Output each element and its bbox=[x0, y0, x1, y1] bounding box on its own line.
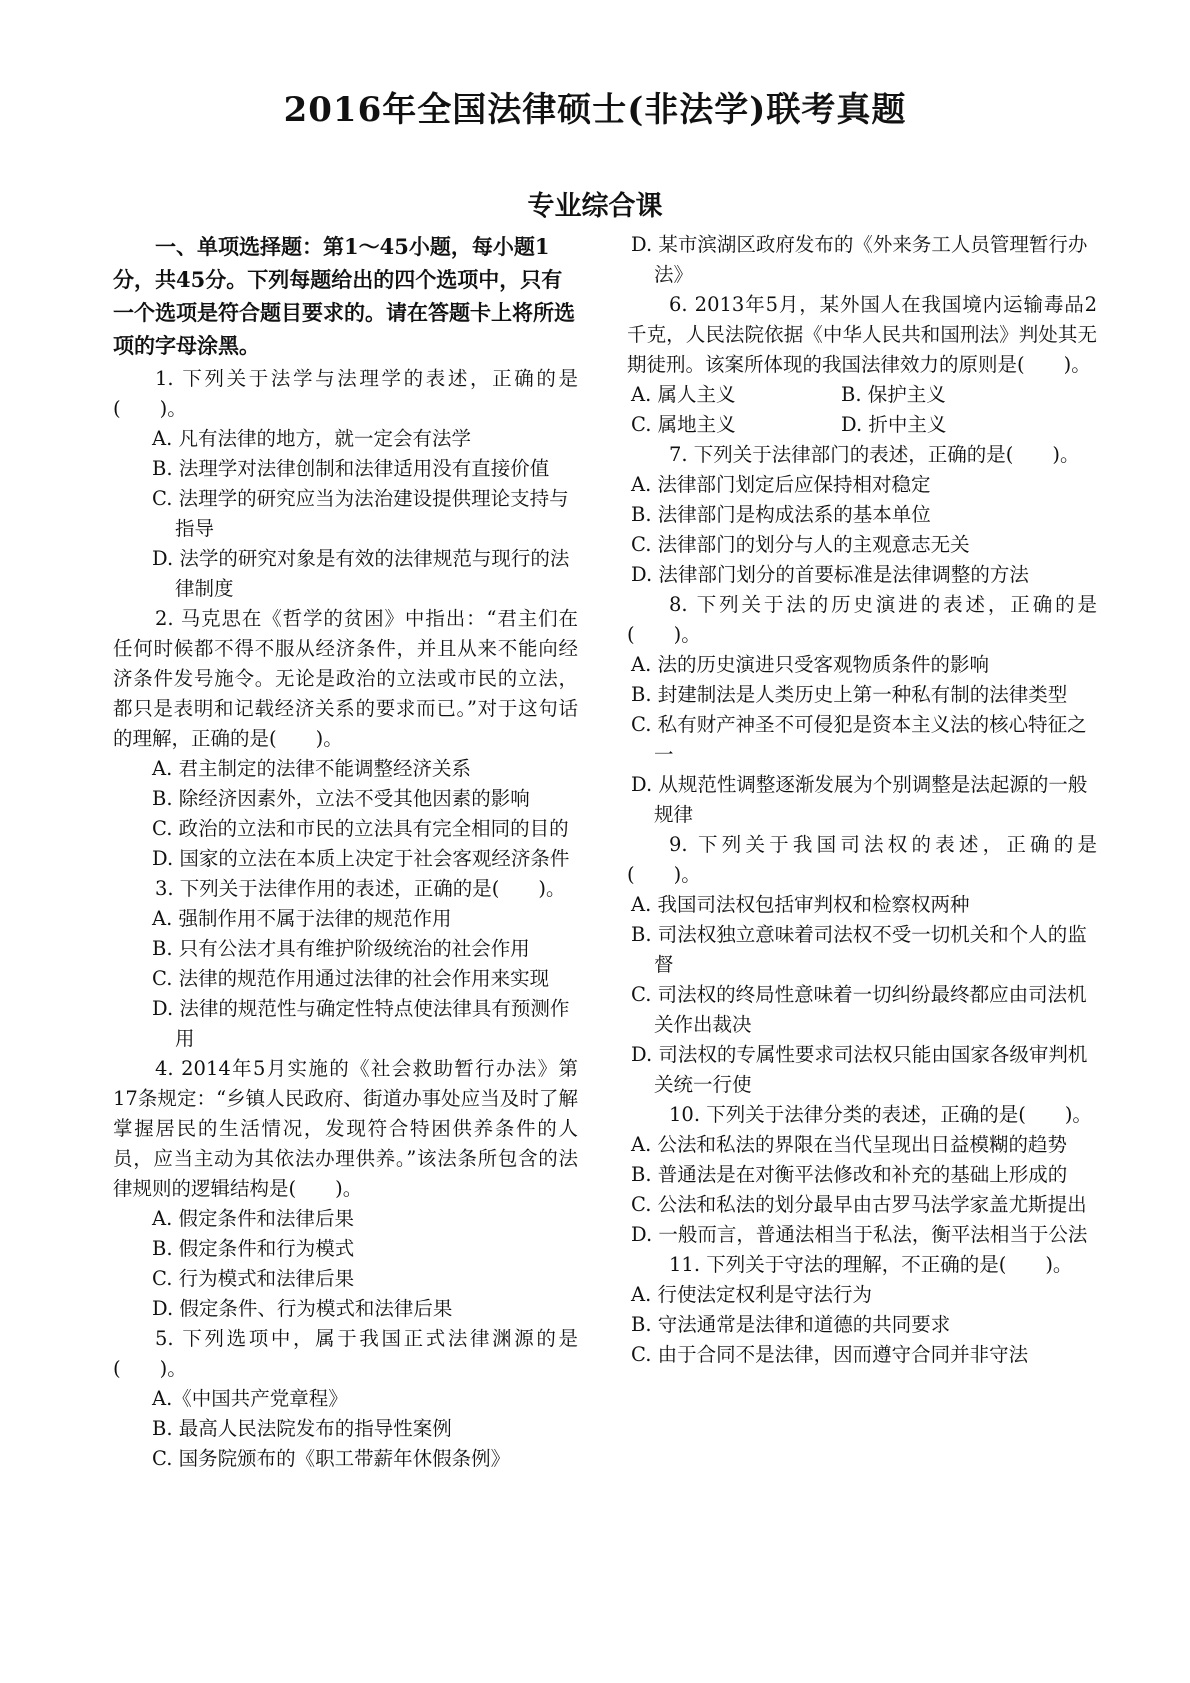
question-8-option-a: A. 法的历史演进只受客观物质条件的影响 bbox=[631, 653, 989, 676]
question-4-option-c: C. 行为模式和法律后果 bbox=[152, 1267, 355, 1290]
question-5-option-d: D. 某市滨湖区政府发布的《外来务工人员管理暂行办法》 bbox=[631, 233, 1088, 286]
question-7: 7. 下列关于法律部门的表述，正确的是( )。 bbox=[669, 443, 1080, 466]
question-5-option-a: A.《中国共产党章程》 bbox=[152, 1387, 348, 1410]
question-8-option-c: C. 私有财产神圣不可侵犯是资本主义法的核心特征之一 bbox=[631, 713, 1087, 766]
question-6-options-row-1 bbox=[627, 380, 1097, 410]
question-3-option-c: C. 法律的规范作用通过法律的社会作用来实现 bbox=[152, 967, 550, 990]
question-11: 11. 下列关于守法的理解，不正确的是( )。 bbox=[669, 1253, 1073, 1276]
question-2: 2. 马克思在《哲学的贫困》中指出：“君主们在任何时候都不得不服从经济条件，并且从来不能向经济条件发号施令。无论是政治的立法或市民的立法，都只是表明和记载经济关系的要求而已。”对于这句话的理解，正确的是( )。 bbox=[113, 607, 578, 750]
question-5: 5. 下列选项中，属于我国正式法律渊源的是( )。 bbox=[113, 1327, 578, 1380]
question-11-option-a: A. 行使法定权利是守法行为 bbox=[631, 1283, 872, 1306]
question-7-option-b: B. 法律部门是构成法系的基本单位 bbox=[631, 503, 931, 526]
question-2-option-b: B. 除经济因素外，立法不受其他因素的影响 bbox=[152, 787, 530, 810]
question-10-option-d: D. 一般而言，普通法相当于私法，衡平法相当于公法 bbox=[631, 1223, 1088, 1246]
question-9-option-b: B. 司法权独立意味着司法权不受一切机关和个人的监督 bbox=[631, 923, 1087, 976]
question-9-option-d: D. 司法权的专属性要求司法权只能由国家各级审判机关统一行使 bbox=[631, 1043, 1088, 1096]
left-column bbox=[113, 230, 578, 1474]
page-title: 2016年全国法律硕士(非法学)联考真题 bbox=[283, 90, 907, 130]
question-3-option-d: D. 法律的规范性与确定性特点使法律具有预测作用 bbox=[152, 997, 570, 1050]
question-4-option-b: B. 假定条件和行为模式 bbox=[152, 1237, 355, 1260]
question-4-option-a: A. 假定条件和法律后果 bbox=[152, 1207, 354, 1230]
question-1-option-a: A. 凡有法律的地方，就一定会有法学 bbox=[152, 427, 471, 450]
question-10: 10. 下列关于法律分类的表述，正确的是( )。 bbox=[669, 1103, 1092, 1126]
question-3: 3. 下列关于法律作用的表述，正确的是( )。 bbox=[155, 877, 566, 900]
question-6-option-a: A. 属人主义 bbox=[631, 383, 736, 406]
question-8-option-b: B. 封建制法是人类历史上第一种私有制的法律类型 bbox=[631, 683, 1068, 706]
question-9: 9. 下列关于我国司法权的表述，正确的是( )。 bbox=[627, 833, 1097, 886]
question-6-options-row-2 bbox=[627, 410, 1097, 440]
question-8: 8. 下列关于法的历史演进的表述，正确的是( )。 bbox=[627, 593, 1097, 646]
question-7-option-a: A. 法律部门划定后应保持相对稳定 bbox=[631, 473, 931, 496]
question-10-option-b: B. 普通法是在对衡平法修改和补充的基础上形成的 bbox=[631, 1163, 1068, 1186]
question-1-option-b: B. 法理学对法律创制和法律适用没有直接价值 bbox=[152, 457, 550, 480]
question-1-option-c: C. 法理学的研究应当为法治建设提供理论支持与指导 bbox=[152, 487, 569, 540]
question-3-option-b: B. 只有公法才具有维护阶级统治的社会作用 bbox=[152, 937, 530, 960]
question-4: 4. 2014年5月实施的《社会救助暂行办法》第17条规定：“乡镇人民政府、街道办事处应当及时了解掌握居民的生活情况，发现符合特困供养条件的人员，应当主动为其依法办理供养。”该法条所包含的法律规则的逻辑结构是( )。 bbox=[113, 1057, 578, 1200]
question-11-option-b: B. 守法通常是法律和道德的共同要求 bbox=[631, 1313, 951, 1336]
section-heading: 一、单项选择题：第1～45小题，每小题1分，共45分。下列每题给出的四个选项中，只有一个选项是符合题目要求的。请在答题卡上将所选项的字母涂黑。 bbox=[113, 234, 575, 358]
question-6-option-b: B. 保护主义 bbox=[841, 383, 946, 406]
question-11-option-c: C. 由于合同不是法律，因而遵守合同并非守法 bbox=[631, 1343, 1029, 1366]
question-9-option-a: A. 我国司法权包括审判权和检察权两种 bbox=[631, 893, 970, 916]
question-7-option-c: C. 法律部门的划分与人的主观意志无关 bbox=[631, 533, 970, 556]
question-1-option-d: D. 法学的研究对象是有效的法律规范与现行的法律制度 bbox=[152, 547, 570, 600]
question-10-option-c: C. 公法和私法的划分最早由古罗马法学家盖尤斯提出 bbox=[631, 1193, 1087, 1216]
question-3-option-a: A. 强制作用不属于法律的规范作用 bbox=[152, 907, 452, 930]
question-2-option-d: D. 国家的立法在本质上决定于社会客观经济条件 bbox=[152, 847, 570, 870]
question-10-option-a: A. 公法和私法的界限在当代呈现出日益模糊的趋势 bbox=[631, 1133, 1067, 1156]
question-1: 1. 下列关于法学与法理学的表述，正确的是( )。 bbox=[113, 367, 578, 420]
question-2-option-c: C. 政治的立法和市民的立法具有完全相同的目的 bbox=[152, 817, 569, 840]
question-6: 6. 2013年5月，某外国人在我国境内运输毒品2千克，人民法院依据《中华人民共和国刑法》判处其无期徒刑。该案所体现的我国法律效力的原则是( )。 bbox=[627, 293, 1097, 376]
question-4-option-d: D. 假定条件、行为模式和法律后果 bbox=[152, 1297, 453, 1320]
question-7-option-d: D. 法律部门划分的首要标准是法律调整的方法 bbox=[631, 563, 1029, 586]
question-6-option-d: D. 折中主义 bbox=[841, 413, 947, 436]
question-5-option-b: B. 最高人民法院发布的指导性案例 bbox=[152, 1417, 452, 1440]
question-9-option-c: C. 司法权的终局性意味着一切纠纷最终都应由司法机关作出裁决 bbox=[631, 983, 1087, 1036]
question-5-option-c: C. 国务院颁布的《职工带薪年休假条例》 bbox=[152, 1447, 511, 1470]
page-subtitle: 专业综合课 bbox=[527, 191, 663, 222]
question-8-option-d: D. 从规范性调整逐渐发展为个别调整是法起源的一般规律 bbox=[631, 773, 1088, 826]
question-2-option-a: A. 君主制定的法律不能调整经济关系 bbox=[152, 757, 471, 780]
question-6-option-c: C. 属地主义 bbox=[631, 413, 736, 436]
right-column bbox=[627, 230, 1097, 1370]
